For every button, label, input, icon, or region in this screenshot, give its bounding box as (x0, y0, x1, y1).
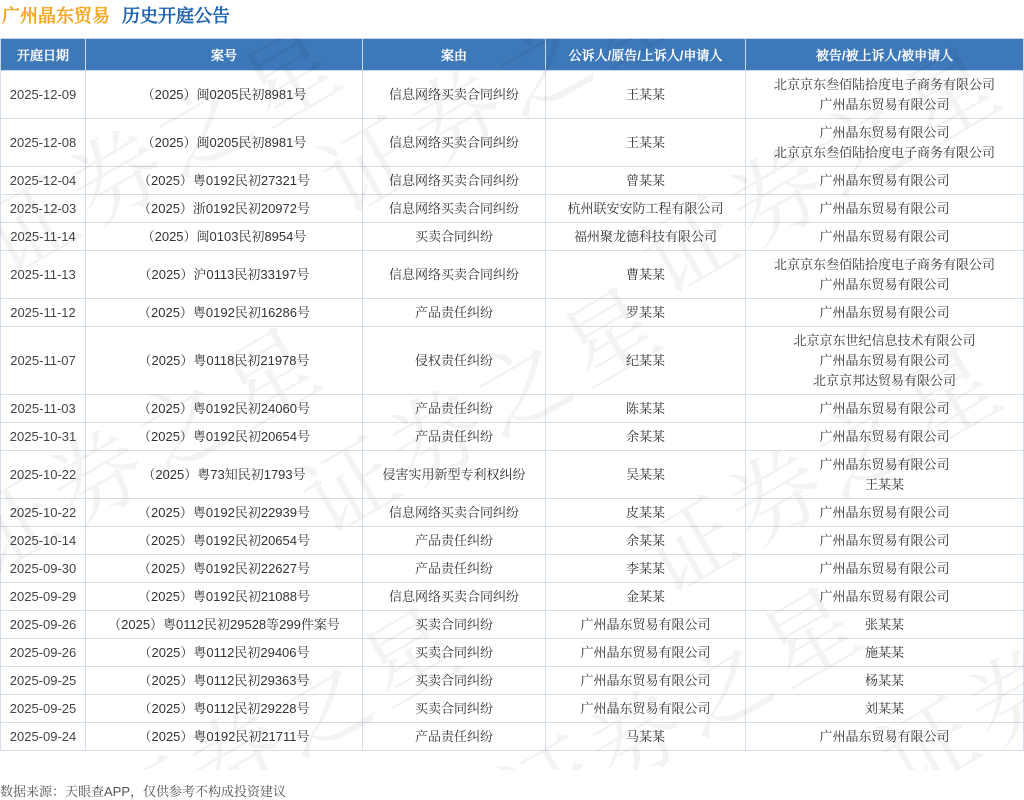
table-row (1, 119, 1024, 167)
defendant-party-name: 北京京东叁佰陆拾度电子商务有限公司 (773, 144, 995, 160)
column-header-defendant: 被告/被上诉人/被申请人 (746, 39, 1024, 71)
hearing-date-cell: 2025-09-24 (1, 723, 86, 751)
defendant-cell (746, 583, 1024, 611)
hearing-date-cell: 2025-09-26 (1, 639, 86, 667)
table-row (1, 639, 1024, 667)
plaintiff-party-name: 马某某 (625, 728, 665, 744)
plaintiff-party-name: 李某某 (625, 560, 665, 576)
plaintiff-cell (546, 667, 746, 695)
plaintiff-party-name: 罗某某 (625, 304, 665, 320)
hearing-date-cell: 2025-12-09 (1, 71, 86, 119)
defendant-cell (746, 195, 1024, 223)
case-number-cell: （2025）闽0205民初8981号 (86, 119, 363, 167)
defendant-cell (746, 667, 1024, 695)
defendant-party-name: 施某某 (864, 644, 904, 660)
defendant-party-name: 广州晶东贸易有限公司 (819, 728, 950, 744)
plaintiff-party-name: 广州晶东贸易有限公司 (580, 672, 711, 688)
defendant-party-name: 广州晶东贸易有限公司 (819, 560, 950, 576)
case-number-cell: （2025）粤0192民初24060号 (86, 395, 363, 423)
case-number-cell: （2025）粤0112民初29528等299件案号 (86, 611, 363, 639)
table-row (1, 195, 1024, 223)
defendant-cell (746, 299, 1024, 327)
case-number-cell: （2025）闽0205民初8981号 (86, 71, 363, 119)
table-row (1, 667, 1024, 695)
plaintiff-party-name: 余某某 (625, 428, 665, 444)
case-number-cell: （2025）粤0192民初22627号 (86, 555, 363, 583)
defendant-cell (746, 327, 1024, 395)
table-header-row (1, 39, 1024, 71)
table-row (1, 451, 1024, 499)
defendant-cell (746, 167, 1024, 195)
plaintiff-cell (546, 395, 746, 423)
plaintiff-party-name: 金某某 (625, 588, 665, 604)
hearing-date-cell: 2025-09-29 (1, 583, 86, 611)
hearing-date-cell: 2025-11-12 (1, 299, 86, 327)
table-row (1, 695, 1024, 723)
plaintiff-party-name: 陈某某 (625, 400, 665, 416)
table-row (1, 611, 1024, 639)
defendant-party-name: 广州晶东贸易有限公司 (819, 456, 950, 472)
plaintiff-cell (546, 327, 746, 395)
case-cause-cell: 信息网络买卖合同纠纷 (363, 119, 546, 167)
defendant-party-name: 广州晶东贸易有限公司 (819, 428, 950, 444)
column-header-cause: 案由 (363, 39, 546, 71)
case-cause-cell: 买卖合同纠纷 (363, 667, 546, 695)
table-row (1, 583, 1024, 611)
case-cause-cell: 信息网络买卖合同纠纷 (363, 499, 546, 527)
plaintiff-cell (546, 251, 746, 299)
case-number-cell: （2025）粤0112民初29406号 (86, 639, 363, 667)
plaintiff-cell (546, 723, 746, 751)
hearing-date-cell: 2025-09-25 (1, 695, 86, 723)
plaintiff-cell (546, 639, 746, 667)
hearing-date-cell: 2025-10-14 (1, 527, 86, 555)
table-row (1, 395, 1024, 423)
plaintiff-party-name: 杭州联安安防工程有限公司 (567, 200, 724, 216)
defendant-party-name: 广州晶东贸易有限公司 (819, 588, 950, 604)
defendant-cell (746, 423, 1024, 451)
hearing-date-cell: 2025-11-14 (1, 223, 86, 251)
hearing-date-cell: 2025-10-31 (1, 423, 86, 451)
defendant-party-name: 广州晶东贸易有限公司 (819, 276, 950, 292)
defendant-party-name: 广州晶东贸易有限公司 (819, 96, 950, 112)
table-row (1, 251, 1024, 299)
case-cause-cell: 买卖合同纠纷 (363, 639, 546, 667)
case-number-cell: （2025）粤0112民初29363号 (86, 667, 363, 695)
defendant-cell (746, 119, 1024, 167)
plaintiff-cell (546, 611, 746, 639)
table-row (1, 327, 1024, 395)
defendant-party-name: 北京京东世纪信息技术有限公司 (793, 332, 976, 348)
table-row (1, 723, 1024, 751)
defendant-cell (746, 555, 1024, 583)
plaintiff-cell (546, 527, 746, 555)
plaintiff-cell (546, 423, 746, 451)
plaintiff-cell (546, 695, 746, 723)
case-number-cell: （2025）粤0118民初21978号 (86, 327, 363, 395)
plaintiff-cell (546, 71, 746, 119)
case-number-cell: （2025）粤0192民初27321号 (86, 167, 363, 195)
defendant-party-name: 北京京东叁佰陆拾度电子商务有限公司 (773, 256, 995, 272)
hearing-date-cell: 2025-12-04 (1, 167, 86, 195)
case-number-cell: （2025）粤0192民初16286号 (86, 299, 363, 327)
case-number-cell: （2025）粤0192民初21088号 (86, 583, 363, 611)
defendant-party-name: 广州晶东贸易有限公司 (819, 400, 950, 416)
plaintiff-cell (546, 299, 746, 327)
defendant-cell (746, 395, 1024, 423)
defendant-cell (746, 251, 1024, 299)
plaintiff-party-name: 广州晶东贸易有限公司 (580, 616, 711, 632)
column-header-plaintiff: 公诉人/原告/上诉人/申请人 (546, 39, 746, 71)
defendant-cell (746, 695, 1024, 723)
defendant-party-name: 刘某某 (864, 700, 904, 716)
hearing-date-cell: 2025-12-03 (1, 195, 86, 223)
defendant-party-name: 广州晶东贸易有限公司 (819, 352, 950, 368)
plaintiff-party-name: 纪某某 (625, 352, 665, 368)
column-header-date: 开庭日期 (1, 39, 86, 71)
case-number-cell: （2025）粤0192民初21711号 (86, 723, 363, 751)
table-row (1, 299, 1024, 327)
case-number-cell: （2025）粤73知民初1793号 (86, 451, 363, 499)
plaintiff-party-name: 王某某 (625, 86, 665, 102)
hearing-date-cell: 2025-09-26 (1, 611, 86, 639)
defendant-party-name: 北京京邦达贸易有限公司 (812, 372, 956, 388)
plaintiff-cell (546, 119, 746, 167)
plaintiff-party-name: 广州晶东贸易有限公司 (580, 644, 711, 660)
plaintiff-cell (546, 167, 746, 195)
defendant-party-name: 广州晶东贸易有限公司 (819, 532, 950, 548)
hearing-date-cell: 2025-12-08 (1, 119, 86, 167)
defendant-cell (746, 611, 1024, 639)
case-number-cell: （2025）粤0112民初29228号 (86, 695, 363, 723)
plaintiff-cell (546, 583, 746, 611)
defendant-cell (746, 499, 1024, 527)
case-cause-cell: 产品责任纠纷 (363, 395, 546, 423)
table-row (1, 167, 1024, 195)
case-number-cell: （2025）浙0192民初20972号 (86, 195, 363, 223)
plaintiff-party-name: 曾某某 (625, 172, 665, 188)
table-row (1, 423, 1024, 451)
plaintiff-cell (546, 499, 746, 527)
defendant-cell (746, 451, 1024, 499)
table-row (1, 555, 1024, 583)
plaintiff-cell (546, 223, 746, 251)
case-cause-cell: 产品责任纠纷 (363, 299, 546, 327)
plaintiff-cell (546, 555, 746, 583)
hearing-date-cell: 2025-09-30 (1, 555, 86, 583)
case-number-cell: （2025）沪0113民初33197号 (86, 251, 363, 299)
defendant-party-name: 广州晶东贸易有限公司 (819, 504, 950, 520)
case-cause-cell: 侵权责任纠纷 (363, 327, 546, 395)
plaintiff-party-name: 吴某某 (625, 466, 665, 482)
column-header-case-number: 案号 (86, 39, 363, 71)
plaintiff-party-name: 福州聚龙德科技有限公司 (573, 228, 717, 244)
defendant-party-name: 广州晶东贸易有限公司 (819, 172, 950, 188)
case-cause-cell: 产品责任纠纷 (363, 723, 546, 751)
plaintiff-party-name: 曹某某 (625, 266, 665, 282)
plaintiff-party-name: 王某某 (625, 134, 665, 150)
case-cause-cell: 信息网络买卖合同纠纷 (363, 71, 546, 119)
defendant-cell (746, 71, 1024, 119)
company-name: 广州晶东贸易 (2, 6, 110, 26)
defendant-party-name: 广州晶东贸易有限公司 (819, 124, 950, 140)
defendant-cell (746, 223, 1024, 251)
hearing-announcements-table (0, 38, 1024, 751)
table-row (1, 527, 1024, 555)
case-cause-cell: 信息网络买卖合同纠纷 (363, 251, 546, 299)
case-cause-cell: 信息网络买卖合同纠纷 (363, 583, 546, 611)
case-cause-cell: 买卖合同纠纷 (363, 695, 546, 723)
defendant-party-name: 广州晶东贸易有限公司 (819, 304, 950, 320)
case-number-cell: （2025）粤0192民初20654号 (86, 423, 363, 451)
case-cause-cell: 产品责任纠纷 (363, 423, 546, 451)
case-cause-cell: 买卖合同纠纷 (363, 611, 546, 639)
plaintiff-party-name: 皮某某 (625, 504, 665, 520)
hearing-date-cell: 2025-09-25 (1, 667, 86, 695)
case-cause-cell: 信息网络买卖合同纠纷 (363, 167, 546, 195)
table-body (1, 71, 1024, 751)
case-cause-cell: 买卖合同纠纷 (363, 223, 546, 251)
defendant-cell (746, 723, 1024, 751)
table-row (1, 499, 1024, 527)
case-number-cell: （2025）闽0103民初8954号 (86, 223, 363, 251)
case-number-cell: （2025）粤0192民初20654号 (86, 527, 363, 555)
plaintiff-cell (546, 451, 746, 499)
page-title: 历史开庭公告 (122, 6, 230, 26)
hearing-date-cell: 2025-10-22 (1, 451, 86, 499)
table-row (1, 223, 1024, 251)
defendant-party-name: 广州晶东贸易有限公司 (819, 200, 950, 216)
defendant-party-name: 广州晶东贸易有限公司 (819, 228, 950, 244)
data-source-note: 数据来源：天眼查APP，仅供参考不构成投资建议 (0, 784, 287, 799)
case-cause-cell: 产品责任纠纷 (363, 527, 546, 555)
defendant-party-name: 北京京东叁佰陆拾度电子商务有限公司 (773, 76, 995, 92)
case-cause-cell: 产品责任纠纷 (363, 555, 546, 583)
defendant-party-name: 王某某 (864, 476, 904, 492)
hearing-date-cell: 2025-11-03 (1, 395, 86, 423)
case-cause-cell: 信息网络买卖合同纠纷 (363, 195, 546, 223)
plaintiff-party-name: 广州晶东贸易有限公司 (580, 700, 711, 716)
hearing-date-cell: 2025-10-22 (1, 499, 86, 527)
case-number-cell: （2025）粤0192民初22939号 (86, 499, 363, 527)
hearing-date-cell: 2025-11-13 (1, 251, 86, 299)
defendant-cell (746, 639, 1024, 667)
plaintiff-party-name: 余某某 (625, 532, 665, 548)
page-header (0, 0, 1024, 30)
hearing-date-cell: 2025-11-07 (1, 327, 86, 395)
defendant-party-name: 张某某 (864, 616, 904, 632)
case-cause-cell: 侵害实用新型专利权纠纷 (363, 451, 546, 499)
plaintiff-cell (546, 195, 746, 223)
defendant-cell (746, 527, 1024, 555)
defendant-party-name: 杨某某 (864, 672, 904, 688)
table-row (1, 71, 1024, 119)
